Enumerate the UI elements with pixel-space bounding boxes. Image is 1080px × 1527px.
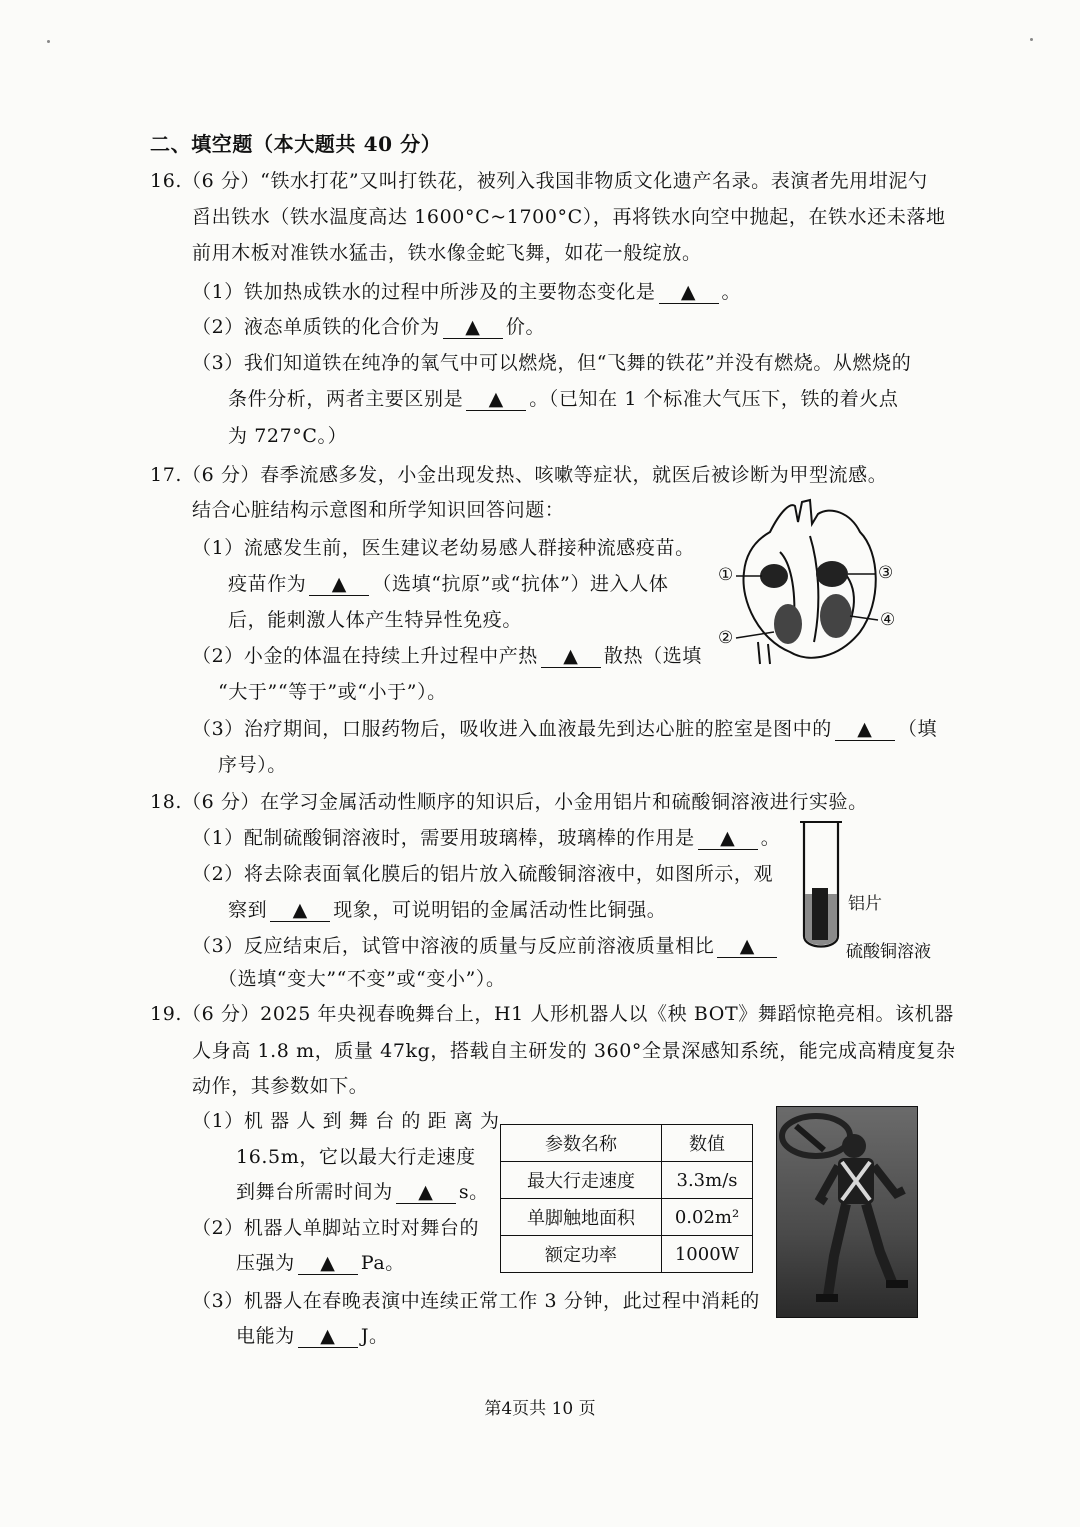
q17-stem-line: 17.（6 分）春季流感多发，小金出现发热、咳嗽等症状，就医后被诊断为甲型流感。: [150, 464, 888, 486]
heart-label-1: ①: [718, 565, 734, 585]
heart-chamber-4: [820, 594, 852, 638]
table-cell: 单脚触地面积: [501, 1199, 662, 1236]
answer-blank[interactable]: ▲: [270, 899, 330, 922]
answer-blank[interactable]: ▲: [396, 1181, 456, 1204]
q18-part1-end: 。: [760, 827, 781, 849]
q19-part3: [236, 1323, 389, 1349]
heart-chamber-3: [816, 561, 848, 587]
heart-chamber-1: [760, 564, 788, 588]
q16-part1: [192, 279, 741, 305]
q19-part1-text: 到舞台所需时间为: [236, 1181, 393, 1203]
answer-blank[interactable]: ▲: [659, 281, 719, 304]
answer-blank[interactable]: ▲: [298, 1325, 358, 1348]
q18-part2-end: 现象，可说明铝的金属活动性比铜强。: [333, 899, 667, 921]
table-row: [501, 1162, 753, 1199]
q16-part1-text: （1）铁加热成铁水的过程中所涉及的主要物态变化是: [192, 281, 656, 303]
table-header: 参数名称: [501, 1125, 662, 1162]
answer-blank[interactable]: ▲: [466, 388, 526, 411]
q16-part3-text: 条件分析，两者主要区别是: [228, 388, 464, 410]
test-tube-diagram: [796, 818, 846, 958]
scan-speck: [1030, 38, 1033, 41]
heart-label-4: ④: [880, 610, 896, 630]
q18-part2: [228, 897, 666, 923]
table-row: [501, 1236, 753, 1273]
table-cell: 3.3m/s: [662, 1162, 753, 1199]
q19-part3-text: 电能为: [236, 1325, 295, 1347]
answer-blank[interactable]: ▲: [309, 573, 369, 596]
q19-part2: [236, 1250, 405, 1276]
q17-part3-text: （3）治疗期间，口服药物后，吸收进入血液最先到达心脏的腔室是图中的: [192, 718, 832, 740]
q17-part2: [192, 643, 702, 669]
heart-label-3: ③: [878, 563, 894, 583]
q16-part3: [228, 386, 898, 412]
q18-stem-line: 18.（6 分）在学习金属活动性顺序的知识后，小金用铝片和硫酸铜溶液进行实验。: [150, 791, 868, 813]
robot-photo: [776, 1106, 918, 1318]
q18-part2-text: 察到: [228, 899, 268, 921]
q16-part2: [192, 314, 545, 340]
q17-part1-end: （选填“抗原”或“抗体”）进入人体: [372, 573, 669, 595]
q16-part2-text: （2）液态单质铁的化合价为: [192, 316, 440, 338]
q19-part2-line: （2）机器人单脚站立时对舞台的: [192, 1217, 480, 1239]
q19-part1: [236, 1179, 489, 1205]
q16-stem-line: 16.（6 分）“铁水打花”又叫打铁花，被列入我国非物质文化遗产名录。表演者先用坩泥勺: [150, 170, 928, 192]
q17-part1-line: （1）流感发生前，医生建议老幼易感人群接种流感疫苗。: [192, 537, 695, 559]
page-footer: 第4页共 10 页: [484, 1399, 596, 1419]
q19-part1-line: 16.5m，它以最大行走速度: [236, 1146, 476, 1168]
q19-part2-text: 压强为: [236, 1252, 295, 1274]
scan-speck: [47, 40, 50, 43]
table-header: 数值: [662, 1125, 753, 1162]
q18-part3-text: （3）反应结束后，试管中溶液的质量与反应前溶液质量相比: [192, 935, 715, 957]
answer-blank[interactable]: ▲: [717, 935, 777, 958]
q16-part3-line: 为 727°C。）: [228, 425, 348, 447]
q17-part2-text: （2）小金的体温在持续上升过程中产热: [192, 645, 538, 667]
q16-part3-end: 。（已知在 1 个标准大气压下，铁的着火点: [529, 388, 899, 410]
q17-part3-line: 序号）。: [218, 754, 287, 776]
q18-part1-text: （1）配制硫酸铜溶液时，需要用玻璃棒，玻璃棒的作用是: [192, 827, 695, 849]
q19-stem-line: 19.（6 分）2025 年央视春晚舞台上，H1 人形机器人以《秧 BOT》舞蹈惊艳亮相。该机器: [150, 1003, 954, 1025]
answer-blank[interactable]: ▲: [443, 316, 503, 339]
table-cell: 1000W: [662, 1236, 753, 1273]
q19-part3-end: J。: [360, 1325, 389, 1347]
q18-part3: [192, 933, 780, 959]
q17-stem-line: 结合心脏结构示意图和所学知识回答问题：: [192, 499, 565, 521]
answer-blank[interactable]: ▲: [698, 827, 758, 850]
answer-blank[interactable]: ▲: [298, 1252, 358, 1275]
q17-part2-end: 散热（选填: [603, 645, 702, 667]
q19-part2-end: Pa。: [360, 1252, 405, 1274]
q19-part1-line: （1）机 器 人 到 舞 台 的 距 离 为: [192, 1110, 500, 1132]
q16-part2-end: 价。: [505, 316, 546, 338]
section-title: 二、填空题（本大题共 40 分）: [150, 132, 442, 156]
q17-part3: [192, 716, 937, 742]
q17-part1-line: 后，能刺激人体产生特异性免疫。: [228, 609, 523, 631]
q19-part3-line: （3）机器人在春晚表演中连续正常工作 3 分钟，此过程中消耗的: [192, 1290, 760, 1312]
q18-part3-line: （选填“变大”“不变”或“变小”）。: [218, 968, 506, 990]
table-cell: 最大行走速度: [501, 1162, 662, 1199]
q19-part1-end: s。: [458, 1181, 489, 1203]
q16-stem-line: 舀出铁水（铁水温度高达 1600°C~1700°C），再将铁水向空中抛起，在铁水还未落地: [192, 206, 946, 228]
heart-label-2: ②: [718, 628, 734, 648]
label-aluminum-sheet: 铝片: [848, 894, 882, 914]
answer-blank[interactable]: ▲: [541, 645, 601, 668]
q16-part1-end: 。: [721, 281, 742, 303]
q17-part1-text: 疫苗作为: [228, 573, 307, 595]
q17-part1: [228, 571, 668, 597]
robot-parameter-table: [500, 1124, 753, 1273]
q19-stem-line: 人身高 1.8 m，质量 47kg，搭载自主研发的 360°全景深感知系统，能完成高精度复杂: [192, 1040, 956, 1062]
label-copper-sulfate-solution: 硫酸铜溶液: [846, 942, 931, 962]
heart-chamber-2: [774, 604, 802, 644]
q16-stem-line: 前用木板对准铁水猛击，铁水像金蛇飞舞，如花一般绽放。: [192, 242, 702, 264]
aluminum-strip: [812, 888, 828, 940]
table-row: [501, 1199, 753, 1236]
answer-blank[interactable]: ▲: [835, 718, 895, 741]
q17-part2-line: “大于”“等于”或“小于”）。: [218, 681, 447, 703]
q18-part2-line: （2）将去除表面氧化膜后的铝片放入硫酸铜溶液中，如图所示，观: [192, 863, 774, 885]
q17-part3-end: （填: [897, 718, 938, 740]
q19-stem-line: 动作，其参数如下。: [192, 1075, 369, 1097]
q16-part3-line: （3）我们知道铁在纯净的氧气中可以燃烧，但“飞舞的铁花”并没有燃烧。从燃烧的: [192, 352, 912, 374]
q18-part1: [192, 825, 780, 851]
table-header-row: [501, 1125, 753, 1162]
table-cell: 0.02m²: [662, 1199, 753, 1236]
table-cell: 额定功率: [501, 1236, 662, 1273]
